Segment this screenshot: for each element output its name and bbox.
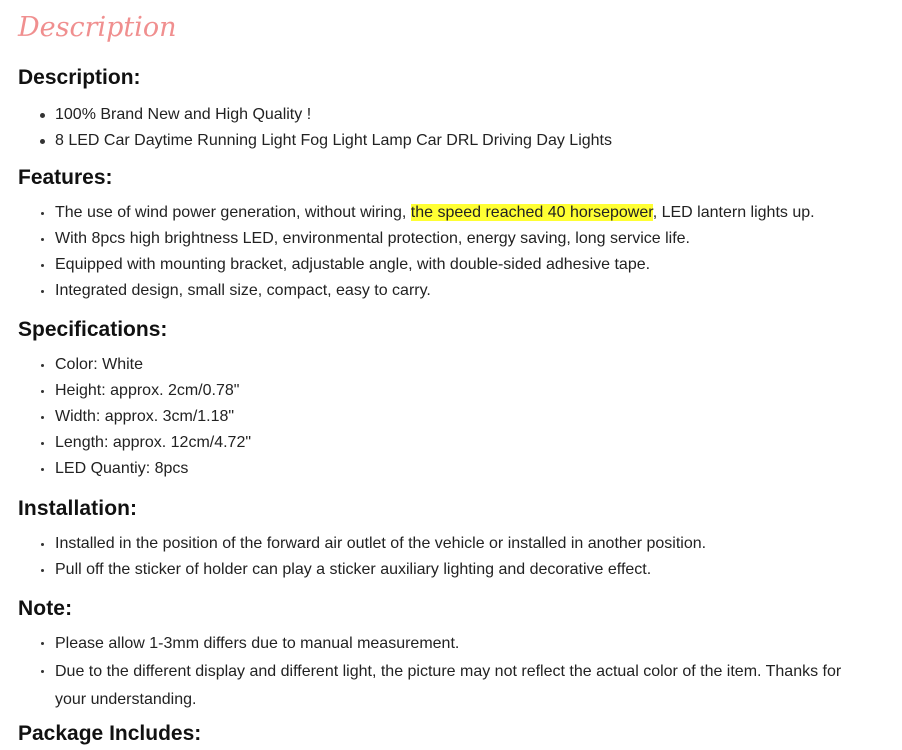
- list-item: 8 LED Car Daytime Running Light Fog Light Lamp Car DRL Driving Day Lights: [0, 128, 880, 154]
- page-title: Description: [18, 12, 177, 43]
- list-item: [0, 200, 880, 226]
- highlighted-text: the speed reached 40 horsepower: [410, 204, 653, 221]
- list-item: Due to the different display and different light, the picture may not reflect the actual color of the item. Thanks for your understanding.: [0, 658, 880, 714]
- list-item: Equipped with mounting bracket, adjustable angle, with double-sided adhesive tape.: [0, 252, 880, 278]
- description-list: [0, 102, 880, 154]
- list-item: 100% Brand New and High Quality !: [0, 102, 880, 128]
- list-item: With 8pcs high brightness LED, environmental protection, energy saving, long service life.: [0, 226, 880, 252]
- installation-list: [0, 531, 880, 583]
- list-item: Please allow 1-3mm differs due to manual measurement.: [0, 630, 880, 658]
- list-item: Height: approx. 2cm/0.78": [0, 378, 880, 404]
- description-heading: Description:: [18, 66, 141, 89]
- note-list: [0, 630, 880, 714]
- list-item: Integrated design, small size, compact, easy to carry.: [0, 278, 880, 304]
- list-item: Length: approx. 12cm/4.72": [0, 430, 880, 456]
- feature-text-end: , LED lantern lights up.: [652, 204, 815, 221]
- list-item: Width: approx. 3cm/1.18": [0, 404, 880, 430]
- installation-heading: Installation:: [18, 497, 138, 520]
- package-includes-heading: Package Includes:: [18, 722, 202, 745]
- features-list: [0, 200, 880, 304]
- list-item: Pull off the sticker of holder can play a sticker auxiliary lighting and decorative effect.: [0, 557, 880, 583]
- list-item: LED Quantiy: 8pcs: [0, 456, 880, 482]
- features-heading: Features:: [18, 166, 113, 189]
- list-item: Installed in the position of the forward air outlet of the vehicle or installed in another position.: [0, 531, 880, 557]
- specifications-list: [0, 352, 880, 482]
- note-heading: Note:: [18, 597, 73, 620]
- feature-text-start: The use of wind power generation, without wiring,: [55, 204, 411, 221]
- list-item: Color: White: [0, 352, 880, 378]
- specifications-heading: Specifications:: [18, 318, 168, 341]
